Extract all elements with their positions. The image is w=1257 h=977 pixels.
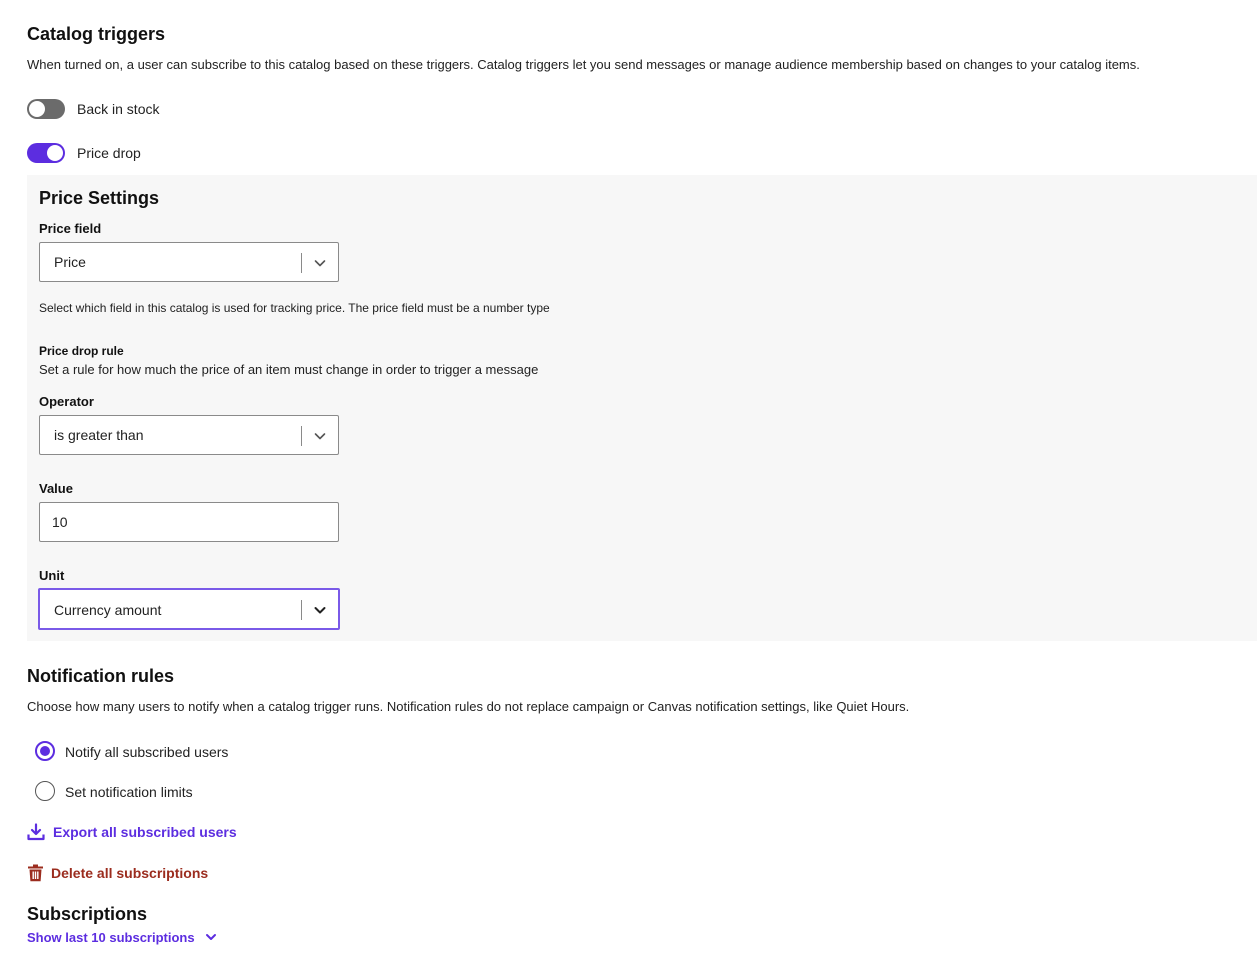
operator-value: is greater than [54, 427, 144, 443]
back-in-stock-toggle[interactable] [27, 99, 65, 119]
export-label: Export all subscribed users [53, 824, 237, 840]
chevron-down-icon [205, 931, 217, 943]
chevron-down-icon [313, 429, 327, 443]
price-field-value: Price [54, 254, 86, 270]
price-settings-title: Price Settings [39, 188, 160, 208]
price-drop-toggle[interactable] [27, 143, 65, 163]
catalog-triggers-description: When turned on, a user can subscribe to this catalog based on these triggers. Catalog triggers let you send messages or manage audience membership based on changes to your catalog items. [27, 57, 1140, 72]
operator-select[interactable] [39, 415, 339, 455]
radio-dot [40, 746, 50, 756]
select-separator [301, 600, 302, 620]
select-separator [301, 253, 302, 273]
set-limits-radio[interactable] [35, 781, 55, 801]
notify-all-label[interactable]: Notify all subscribed users [65, 744, 229, 760]
notify-all-radio[interactable] [35, 741, 55, 761]
delete-label: Delete all subscriptions [51, 865, 209, 881]
price-drop-rule-title: Price drop rule [39, 344, 124, 358]
chevron-down-icon [313, 256, 327, 270]
operator-label: Operator [39, 394, 94, 409]
price-field-label: Price field [39, 221, 102, 236]
notification-rules-title: Notification rules [27, 666, 175, 686]
price-field-select[interactable] [39, 242, 339, 282]
chevron-down-icon [313, 603, 327, 617]
unit-label: Unit [39, 568, 65, 583]
price-settings-panel [27, 175, 1257, 641]
unit-select[interactable] [38, 588, 340, 630]
price-drop-rule-description: Set a rule for how much the price of an item must change in order to trigger a message [39, 362, 539, 377]
price-field-help: Select which field in this catalog is used for tracking price. The price field must be a number type [39, 301, 550, 315]
download-icon [27, 823, 45, 841]
price-drop-label: Price drop [77, 145, 141, 161]
show-last-subscriptions-link[interactable] [27, 929, 211, 947]
set-limits-label[interactable]: Set notification limits [65, 784, 193, 800]
show-last-label: Show last 10 subscriptions [27, 930, 195, 945]
trash-icon [27, 864, 44, 882]
back-in-stock-label: Back in stock [77, 101, 160, 117]
value-input-text: 10 [52, 514, 68, 530]
catalog-triggers-title: Catalog triggers [27, 24, 166, 44]
select-separator [301, 426, 302, 446]
subscriptions-title: Subscriptions [27, 904, 148, 924]
toggle-knob [47, 145, 63, 161]
value-input[interactable] [39, 502, 339, 542]
value-label: Value [39, 481, 73, 496]
toggle-knob [29, 101, 45, 117]
notification-rules-description: Choose how many users to notify when a catalog trigger runs. Notification rules do not replace campaign or Canvas notification settings, like Quiet Hours. [27, 699, 910, 714]
unit-value: Currency amount [54, 602, 162, 618]
